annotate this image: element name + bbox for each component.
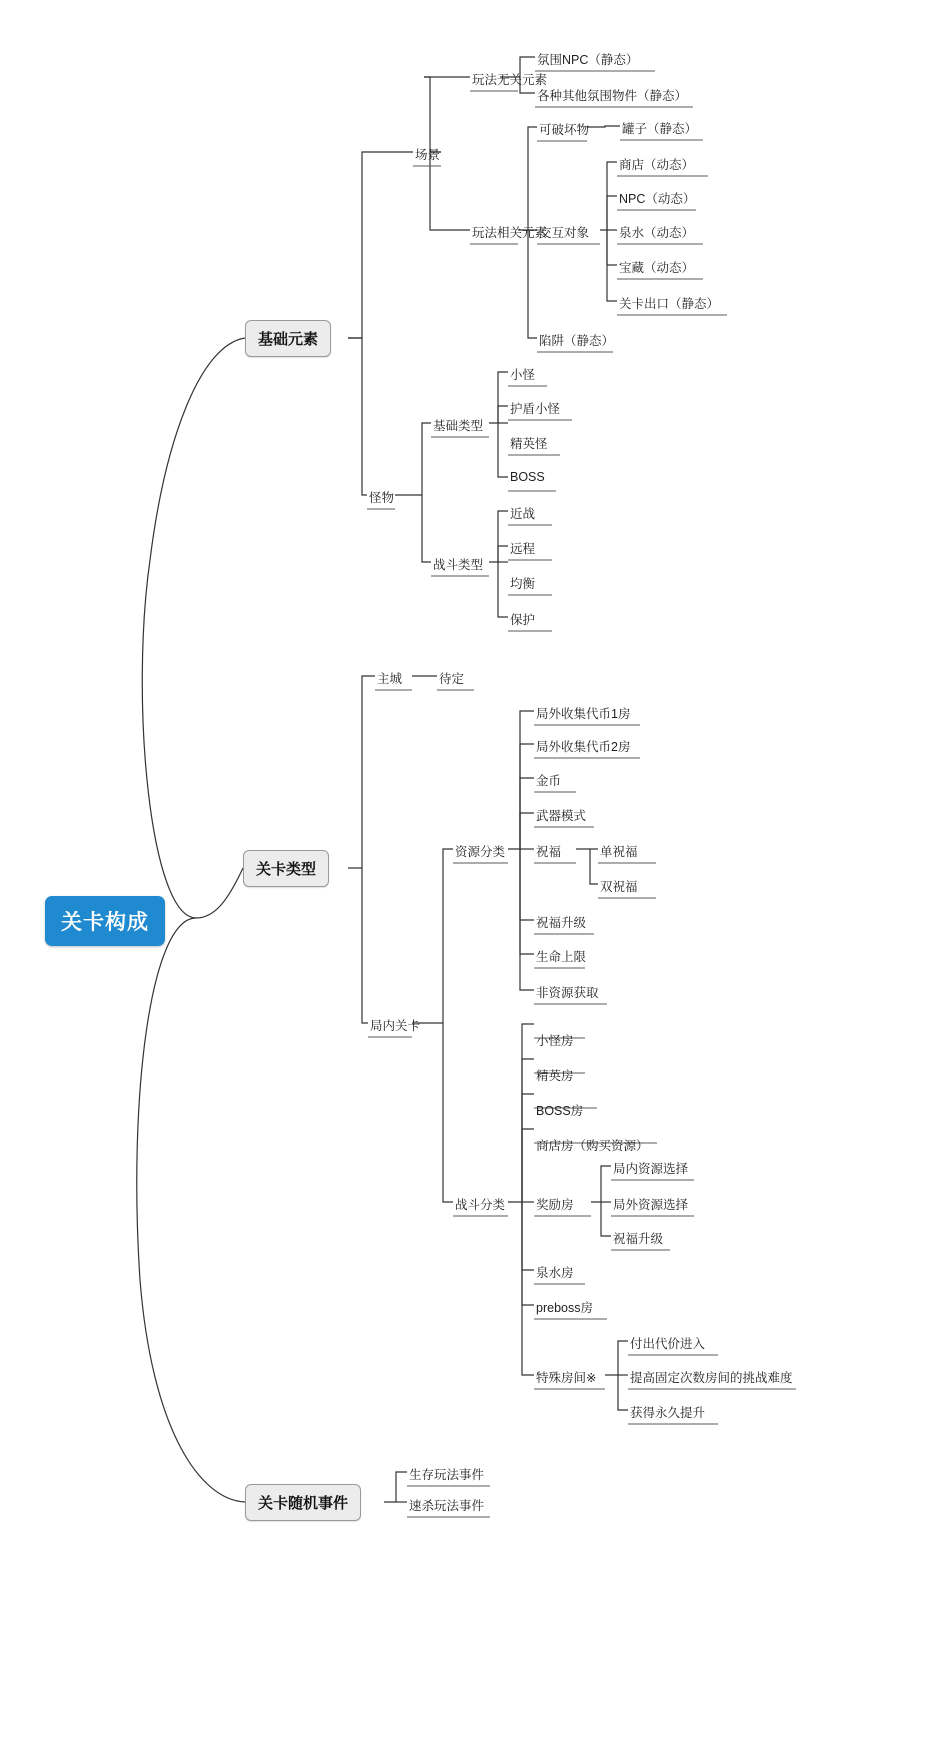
node-balanced[interactable]: 均衡 <box>510 577 536 591</box>
node-blessing[interactable]: 祝福 <box>536 845 562 859</box>
branch-node-random-events[interactable]: 关卡随机事件 <box>245 1484 361 1521</box>
node-meta-resource-choice[interactable]: 局外资源选择 <box>613 1198 689 1212</box>
node-scene[interactable]: 场景 <box>415 148 441 162</box>
node-other-ambient-objects[interactable]: 各种其他氛围物件（静态） <box>537 89 688 103</box>
node-boss[interactable]: BOSS <box>510 470 545 484</box>
branch-node-level-types[interactable]: 关卡类型 <box>243 850 329 887</box>
node-combat-type[interactable]: 战斗类型 <box>433 558 484 572</box>
node-tbd[interactable]: 待定 <box>439 672 465 686</box>
node-ranged[interactable]: 远程 <box>510 542 536 556</box>
node-raise-difficulty[interactable]: 提高固定次数房间的挑战难度 <box>630 1371 793 1385</box>
node-hp-cap[interactable]: 生命上限 <box>536 950 587 964</box>
node-protect[interactable]: 保护 <box>510 613 536 627</box>
node-pay-price-to-enter[interactable]: 付出代价进入 <box>630 1337 706 1351</box>
node-shop-dynamic[interactable]: 商店（动态） <box>619 158 695 172</box>
node-minion-room[interactable]: 小怪房 <box>536 1034 574 1048</box>
node-preboss-room[interactable]: preboss房 <box>536 1301 593 1315</box>
node-npc-dynamic[interactable]: NPC（动态） <box>619 192 696 206</box>
node-minion[interactable]: 小怪 <box>510 368 536 382</box>
node-gameplay-related[interactable]: 玩法相关元素 <box>472 226 548 240</box>
node-monster[interactable]: 怪物 <box>369 491 395 505</box>
node-elite-room[interactable]: 精英房 <box>536 1069 574 1083</box>
node-shield-minion[interactable]: 护盾小怪 <box>510 402 561 416</box>
node-in-run-resource-choice[interactable]: 局内资源选择 <box>613 1162 689 1176</box>
node-interactive-object[interactable]: 交互对象 <box>539 226 590 240</box>
node-treasure-dynamic[interactable]: 宝藏（动态） <box>619 261 695 275</box>
node-trap[interactable]: 陷阱（静态） <box>539 334 615 348</box>
node-level-exit[interactable]: 关卡出口（静态） <box>619 297 720 311</box>
node-blessing-upgrade[interactable]: 祝福升级 <box>536 916 587 930</box>
node-shop-room[interactable]: 商店房（购买资源） <box>536 1139 649 1153</box>
node-resource-category[interactable]: 资源分类 <box>455 845 506 859</box>
node-elite[interactable]: 精英怪 <box>510 437 548 451</box>
node-weapon-mode[interactable]: 武器模式 <box>536 809 587 823</box>
node-permanent-upgrade[interactable]: 获得永久提升 <box>630 1406 706 1420</box>
node-spring-dynamic[interactable]: 泉水（动态） <box>619 226 695 240</box>
node-meta-token-room-2[interactable]: 局外收集代币2房 <box>536 740 631 754</box>
node-special-room[interactable]: 特殊房间※ <box>536 1371 597 1385</box>
node-ambient-npc[interactable]: 氛围NPC（静态） <box>537 53 639 67</box>
node-jar[interactable]: 罐子（静态） <box>622 122 698 136</box>
node-speedkill-event[interactable]: 速杀玩法事件 <box>409 1499 485 1513</box>
node-gold[interactable]: 金币 <box>536 774 562 788</box>
node-combat-category[interactable]: 战斗分类 <box>455 1198 506 1212</box>
node-in-run-level[interactable]: 局内关卡 <box>370 1019 421 1033</box>
node-meta-token-room-1[interactable]: 局外收集代币1房 <box>536 707 631 721</box>
node-gameplay-unrelated[interactable]: 玩法无关元素 <box>472 73 548 87</box>
root-node[interactable]: 关卡构成 <box>45 896 165 946</box>
branch-node-basic-elements[interactable]: 基础元素 <box>245 320 331 357</box>
node-destructible[interactable]: 可破坏物 <box>539 123 590 137</box>
node-non-resource-gain[interactable]: 非资源获取 <box>536 986 599 1000</box>
node-survival-event[interactable]: 生存玩法事件 <box>409 1468 485 1482</box>
node-double-blessing[interactable]: 双祝福 <box>600 880 638 894</box>
node-spring-room[interactable]: 泉水房 <box>536 1266 574 1280</box>
node-reward-room[interactable]: 奖励房 <box>536 1198 574 1212</box>
node-blessing-upgrade-2[interactable]: 祝福升级 <box>613 1232 664 1246</box>
node-boss-room[interactable]: BOSS房 <box>536 1104 584 1118</box>
node-main-city[interactable]: 主城 <box>377 672 403 686</box>
node-basic-type[interactable]: 基础类型 <box>433 419 484 433</box>
node-melee[interactable]: 近战 <box>510 507 536 521</box>
node-single-blessing[interactable]: 单祝福 <box>600 845 638 859</box>
